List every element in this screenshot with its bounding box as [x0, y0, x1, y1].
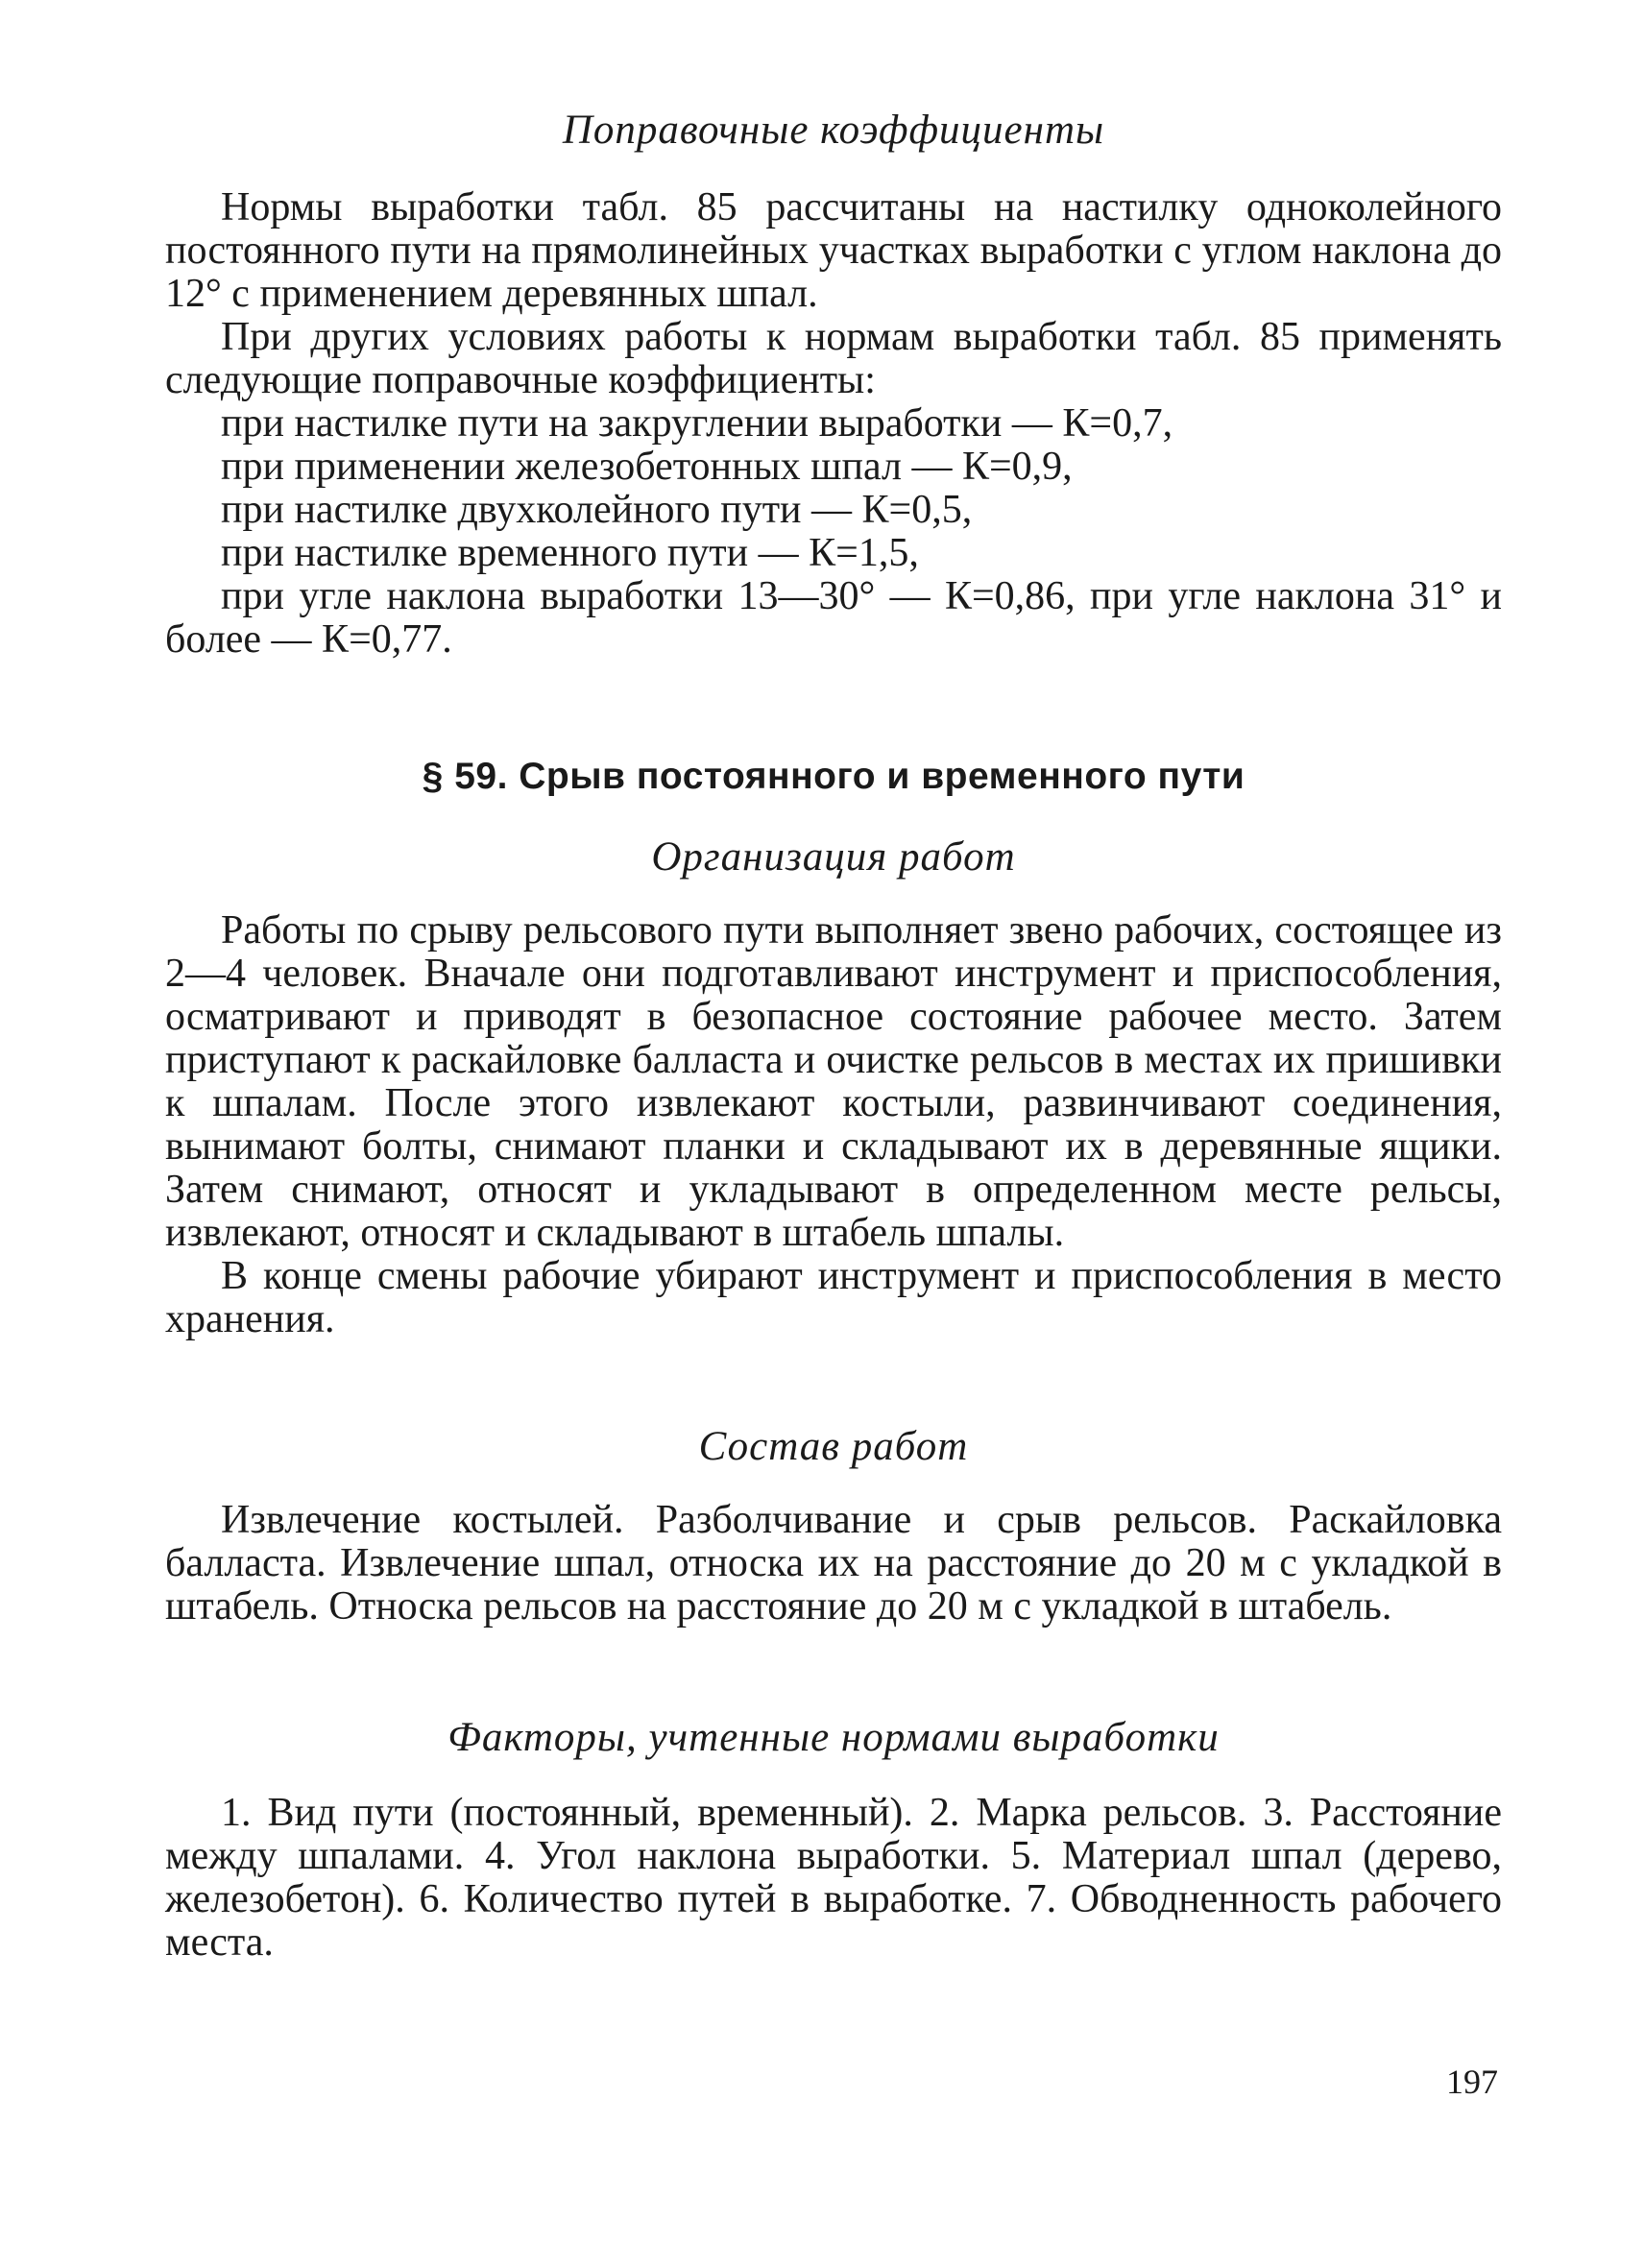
composition-heading: Состав работ [698, 1424, 969, 1469]
organization-paragraph-1: Работы по срыву рельсового пути выполняет звено рабочих, состоящее из 2—4 человек. Вначале они подготавливают инструмент и приспособления, осматривают и приводят в безопасное состояние рабочее место. Затем приступают к раскайловке балласта и очистке рельсов в местах их пришивки к шпалам. После этого извлекают костыли, развинчивают соединения, вынимают болты, снимают планки и складывают их в деревянные ящики. Затем снимают, относят и укладывают в определенном месте рельсы, извлекают, относят и складывают в штабель шпалы. [165, 908, 1502, 1255]
composition-paragraph: Извлечение костылей. Разболчивание и срыв рельсов. Раскайловка балласта. Извлечение шпал, относка их на расстояние до 20 м с укладкой в штабель. Относка рельсов на расстояние до 20 м с укладкой в штабель. [165, 1498, 1502, 1629]
page-number: 197 [1446, 2063, 1498, 2101]
coefficient-item: при настилке временного пути — К=1,5, [221, 531, 919, 575]
coefficient-item: при настилке двухколейного пути — К=0,5, [221, 488, 973, 532]
section-title: § 59. Срыв постоянного и временного пути [422, 756, 1245, 797]
coefficient-item: при настилке пути на закруглении выработки — К=0,7, [221, 401, 1173, 446]
corrections-heading: Поправочные коэффициенты [562, 108, 1105, 153]
corrections-paragraph-1: Нормы выработки табл. 85 рассчитаны на настилку одноколейного постоянного пути на прямолинейных участках выработки с углом наклона до 12° с применением деревянных шпал. [165, 185, 1502, 316]
factors-heading: Факторы, учтенные нормами выработки [447, 1715, 1220, 1760]
corrections-paragraph-2: При других условиях работы к нормам выработки табл. 85 применять следующие поправочные коэффициенты: [165, 315, 1502, 402]
text-column [165, 104, 1502, 1965]
coefficient-list [165, 402, 1502, 662]
coefficient-item: при применении железобетонных шпал — К=0,9, [221, 445, 1073, 489]
coefficient-item: при угле наклона выработки 13—30° — К=0,86, при угле наклона 31° и более — К=0,77. [165, 574, 1502, 662]
factors-paragraph: 1. Вид пути (постоянный, временный). 2. Марка рельсов. 3. Расстояние между шпалами. 4. Угол наклона выработки. 5. Материал шпал (дерево, железобетон). 6. Количество путей в выработке. 7. Обводненность рабочего места. [165, 1791, 1502, 1965]
organization-heading: Организация работ [651, 834, 1016, 880]
organization-paragraph-2: В конце смены рабочие убирают инструмент и приспособления в место хранения. [165, 1254, 1502, 1341]
